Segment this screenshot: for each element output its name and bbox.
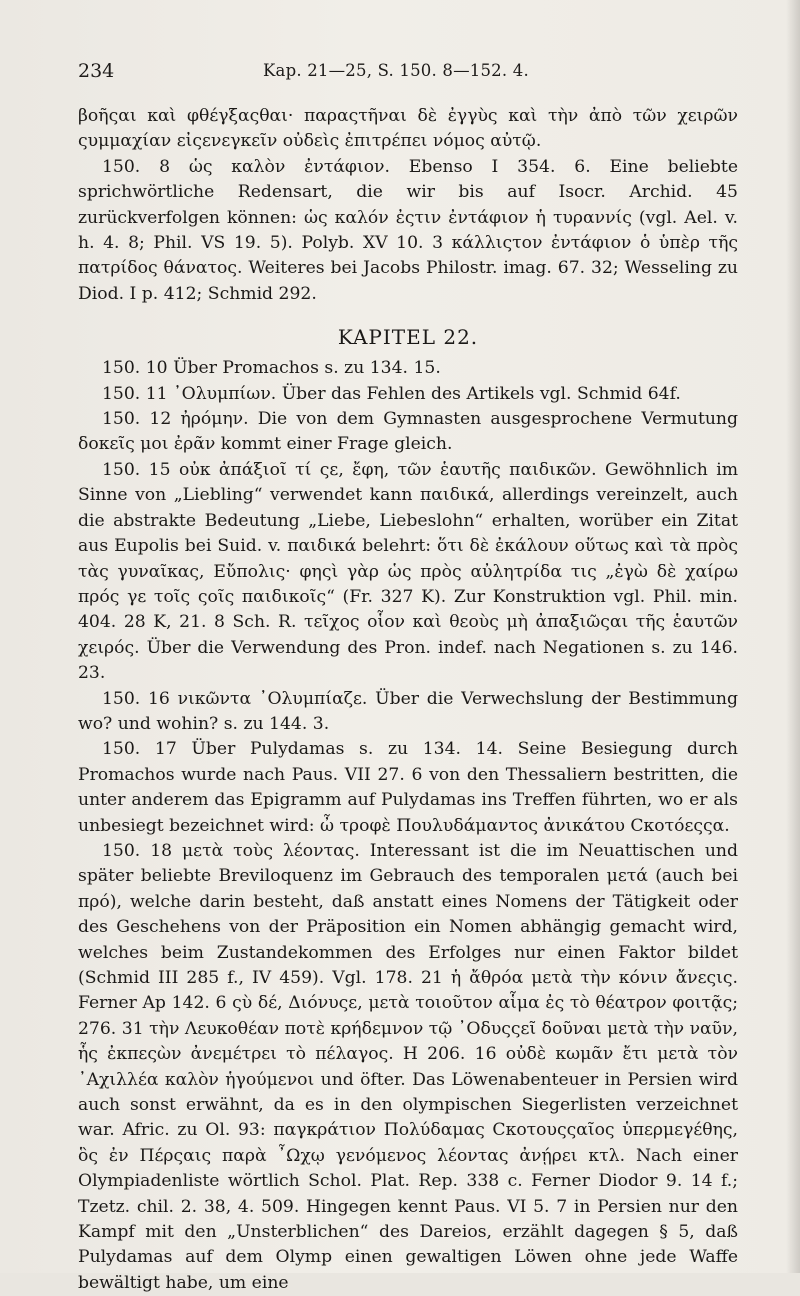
paragraph-150-17: 150. 17 Über Pulydamas s. zu 134. 14. Seine Besiegung durch Promachos wurde nach Paus. VII 27. 6 von den Thessaliern bestritten, die unter anderem das Epigramm auf Pulydamas ins Treffen führten, wo er als unbesiegt bezeichnet wird: ὦ τροφὲ Πουλυδάμαντος ἀνικάτου Cκοτόεςςα.	[78, 739, 738, 836]
chapter-title: KAPITEL 22.	[337, 325, 479, 350]
paragraph-150-12: 150. 12 ἠρόμην. Die von dem Gymnasten ausgesprochene Vermutung δοκεῖς μοι ἐρᾶν kommt einer Frage gleich.	[78, 409, 738, 455]
page-edge-shadow	[786, 0, 800, 1273]
paragraph-150-8: 150. 8 ὡς καλὸν ἐντάφιον. Ebenso I 354. 6. Eine beliebte sprichwörtliche Redensart, die wir bis auf Isocr. Archid. 45 zurückverfolgen können: ὡς καλόν ἐςτιν ἐντάφιον ἡ τυραννίς (vgl. Ael. v. h. 4. 8; Phil. VS 19. 5). Polyb. XV 10. 3 κάλλιςτον ἐντάφιον ὁ ὑπὲρ τῆς πατρίδος θάνατος. Weiteres bei Jacobs Philostr. imag. 67. 32; Wesseling zu Diod. I p. 412; Schmid 292.	[78, 156, 738, 304]
chapter-reference: Kap. 21—25, S. 150. 8—152. 4.	[263, 61, 529, 80]
commentary-body	[78, 104, 738, 1296]
paragraph-150-10: 150. 10 Über Promachos s. zu 134. 15.	[102, 358, 441, 379]
paragraph-150-16: 150. 16 νικῶντα ᾿Ολυμπίαζε. Über die Verwechslung der Bestimmung wo? und wohin? s. zu 144. 3.	[78, 688, 738, 734]
paragraph-150-11: 150. 11 ᾿Ολυμπίων. Über das Fehlen des Artikels vgl. Schmid 64f.	[102, 383, 681, 404]
paragraph-150-15: 150. 15 οὐκ ἀπάξιοῖ τί ςε, ἔφη, τῶν ἑαυτῆς παιδικῶν. Gewöhnlich im Sinne von „Liebling“ verwendet kann παιδικά, allerdings vereinzelt, auch die abstrakte Bedeutung „Liebe, Liebeslohn“ erhalten, worüber ein Zitat aus Eupolis bei Suid. v. παιδικά belehrt: ὅτι δὲ ἐκάλουν οὕτως καὶ τὰ πρὸς τὰς γυναῖκας, Εὔπολις· φηςὶ γὰρ ὡς πρὸς αὐλητρίδα τις „ἐγὼ δὲ χαίρω πρός γε τοῖς ςοῖς παιδικοῖς“ (Fr. 327 K). Zur Konstruktion vgl. Phil. min. 404. 28 K, 21. 8 Sch. R. τεῖχος οἷον καὶ θεοὺς μὴ ἀπαξιῶςαι τῆς ἑαυτῶν χειρός. Über die Verwendung des Pron. indef. nach Negationen s. zu 146. 23.	[78, 459, 738, 684]
page-number: 234	[78, 60, 115, 82]
paragraph-150-18: 150. 18 μετὰ τοὺς λέοντας. Interessant ist die im Neuattischen und später beliebte Breviloquenz im Gebrauch des temporalen μετά (auch bei πρό), welche darin besteht, daß anstatt eines Nomens der Tätigkeit oder des Geschehens von der Präposition ein Nomen abhängig gemacht wird, welches beim Zustandekommen des Erfolges nur einen Faktor bildet (Schmid III 285 f., IV 459). Vgl. 178. 21 ἡ ἄθρόα μετὰ τὴν κόνιν ἄνεςις. Ferner Ap 142. 6 ςὺ δέ, Διόνυςε, μετὰ τοιοῦτον αἷμα ἐς τὸ θέατρον φοιτᾷς; 276. 31 τὴν Λευκοθέαν ποτὲ κρήδεμνον τῷ ᾿Οδυςςεῖ δοῦναι μετὰ τὴν ναῦν, ἧς ἐκπεςὼν ἀνεμέτρει τὸ πέλαγος. H 206. 16 οὐδὲ κωμᾶν ἔτι μετὰ τὸν ᾿Αχιλλέα καλὸν ἡγούμενοι und öfter. Das Löwenabenteuer in Persien wird auch sonst erwähnt, da es in den olympischen Siegerlisten verzeichnet war. Afric. zu Ol. 93: παγκράτιον Πολύδαμας Cκοτουςςαῖος ὑπερμεγέθης, ὃς ἐν Πέρςαις παρὰ ῏Ωχῳ γενόμενος λέοντας ἀνῄρει κτλ. Nach einer Olympiadenliste wörtlich Schol. Plat. Rep. 338 c. Ferner Diodor 9. 14 f.; Tzetz. chil. 2. 38, 4. 509. Hingegen kennt Paus. VI 5. 7 in Persien nur den Kampf mit den „Unsterblichen“ des Dareios, erzählt dagegen § 5, daß Pulydamas auf dem Olymp einen gewaltigen Löwen ohne jede Waffe bewältigt habe, um eine	[78, 840, 738, 1293]
running-head	[78, 60, 728, 90]
paragraph-intro: βοῆςαι καὶ φθέγξαςθαι· παραςτῆναι δὲ ἐγγὺς καὶ τὴν ἀπὸ τῶν χειρῶν ςυμμαχίαν εἰςενεγκεῖν οὐδεὶς ἐπιτρέπει νόμος αὐτῷ.	[78, 106, 738, 152]
